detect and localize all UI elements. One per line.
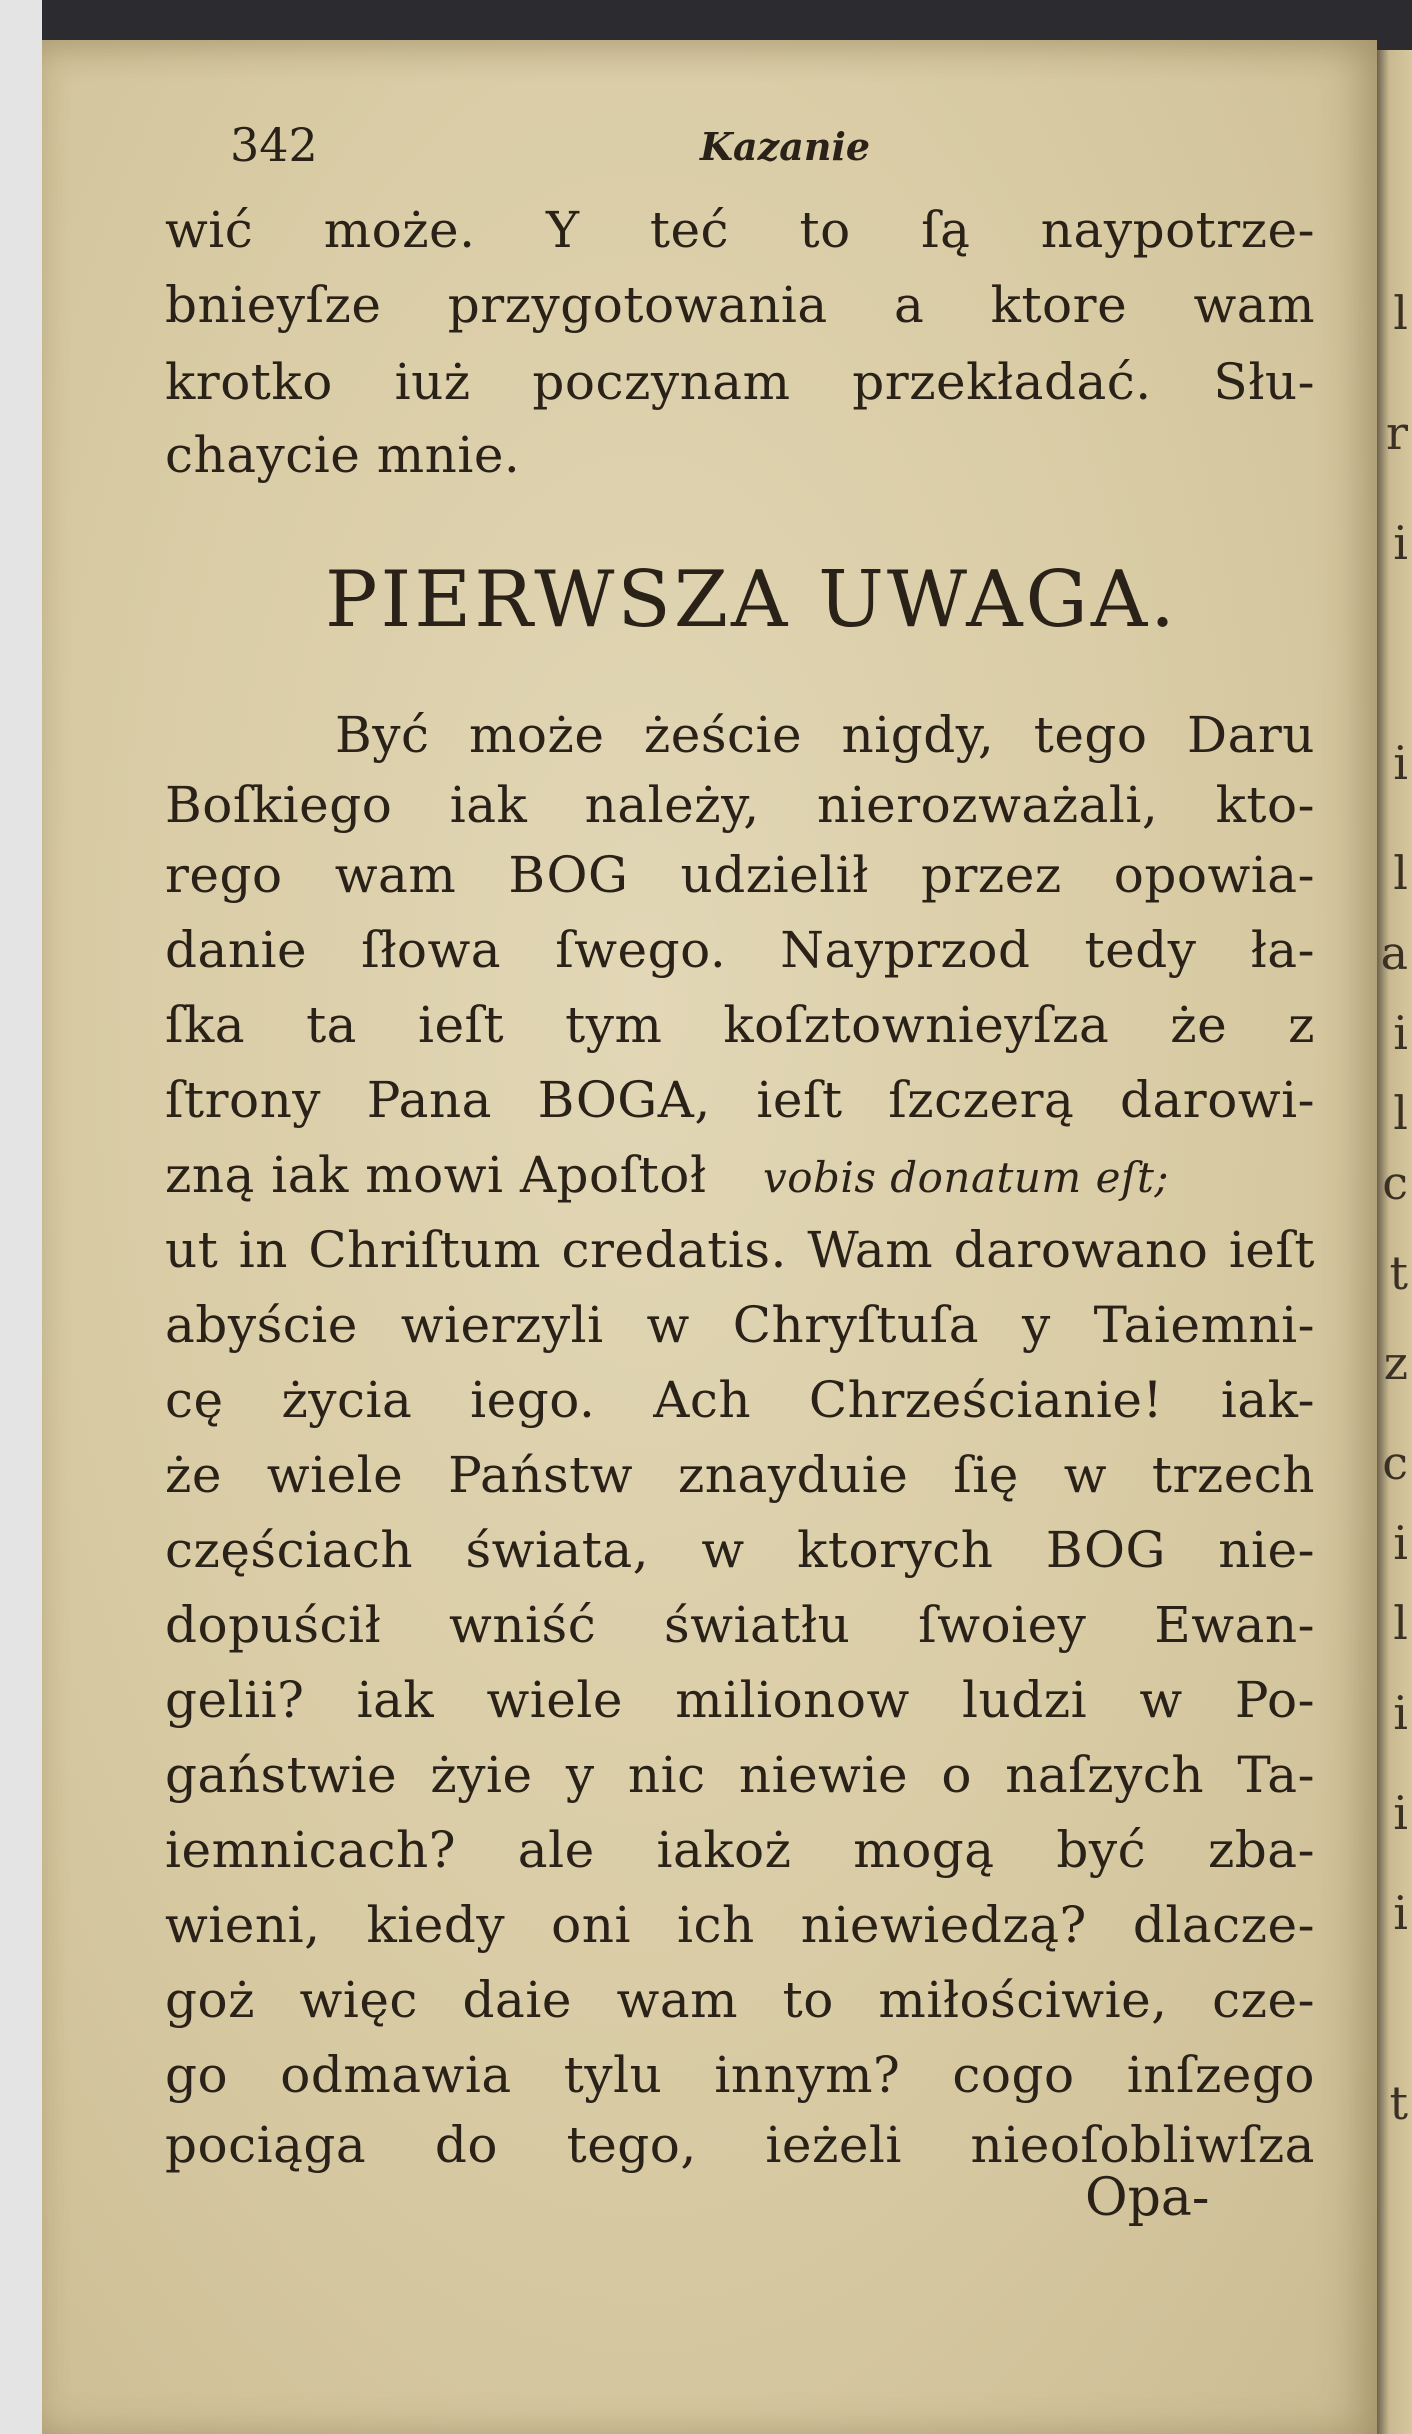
next-page-glyph: a (1380, 926, 1408, 980)
text-line: Być może żeście nigdy, tego Daru (335, 706, 1315, 764)
next-page-glyph: r (1386, 406, 1408, 460)
next-page-glyph: l (1393, 1086, 1408, 1140)
text-line: danie ſłowa ſwego. Nayprzod tedy ła- (165, 921, 1315, 979)
next-page-glyph: l (1393, 1596, 1408, 1650)
next-page-glyph: i (1393, 1786, 1408, 1840)
text-line: gaństwie żyie y nic niewie o naſzych Ta- (165, 1746, 1315, 1804)
text-line: ut in Chriſtum credatis. Wam darowano ieſt (165, 1221, 1315, 1279)
next-page-glyph: i (1393, 736, 1408, 790)
text-line: ſtrony Pana BOGA, ieſt ſzczerą darowi- (165, 1071, 1315, 1129)
scanner-margin (0, 0, 42, 2434)
text-line: gelii? iak wiele milionow ludzi w Po- (165, 1671, 1315, 1729)
next-page-glyph: t (1389, 2076, 1408, 2130)
text-line: iemnicach? ale iakoż mogą być zba- (165, 1821, 1315, 1879)
text-line: abyście wierzyli w Chryſtuſa y Taiemni- (165, 1296, 1315, 1354)
text-line: bnieyſze przygotowania a ktore wam (165, 276, 1315, 334)
next-page-glyph: c (1382, 1436, 1408, 1490)
running-head: Kazanie (700, 124, 871, 169)
text-line: dopuścił wniść światłu ſwoiey Ewan- (165, 1596, 1315, 1654)
next-page-glyph: c (1382, 1156, 1408, 1210)
text-fragment: zną iak mowi Apoſtoł (165, 1146, 707, 1204)
text-line: wić może. Y teć to ſą naypotrze- (165, 201, 1315, 259)
text-line: goż więc daie wam to miłościwie, cze- (165, 1971, 1315, 2029)
text-line: krotko iuż poczynam przekładać. Słu- (165, 353, 1315, 411)
text-line: pociąga do tego, ieżeli nieoſobliwſza (165, 2116, 1315, 2174)
text-line: że wiele Państw znayduie ſię w trzech (165, 1446, 1315, 1504)
next-page-glyph: i (1393, 1006, 1408, 1060)
next-page-glyph: i (1393, 1516, 1408, 1570)
page-header (230, 118, 990, 188)
text-line: chaycie mnie. (165, 426, 521, 484)
next-page-glyph: l (1393, 286, 1408, 340)
text-line: ſka ta ieſt tym koſztownieyſza że z (165, 996, 1315, 1054)
text-line: częściach świata, w ktorych BOG nie- (165, 1521, 1315, 1579)
next-page-glyph: l (1393, 846, 1408, 900)
catchword: Opa- (1085, 2168, 1210, 2228)
next-page-glyph: z (1383, 1336, 1408, 1390)
text-line: wieni, kiedy oni ich niewiedzą? dlacze- (165, 1896, 1315, 1954)
next-page-glyph: i (1393, 1686, 1408, 1740)
next-page-glyph: i (1393, 1886, 1408, 1940)
next-page-glyph: i (1393, 516, 1408, 570)
text-line: rego wam BOG udzielił przez opowia- (165, 846, 1315, 904)
page-number: 342 (230, 118, 318, 172)
latin-quote: vobis donatum eſt; (762, 1153, 1170, 1202)
text-line-with-quote (165, 1145, 1315, 1208)
text-line: cę życia iego. Ach Chrześcianie! iak- (165, 1371, 1315, 1429)
section-heading: PIERWSZA UWAGA. (325, 555, 1178, 645)
next-page-edge (1377, 50, 1412, 2434)
text-line: Boſkiego iak należy, nierozważali, kto- (165, 776, 1315, 834)
next-page-glyph: t (1389, 1246, 1408, 1300)
text-line: go odmawia tylu innym? cogo inſzego (165, 2046, 1315, 2104)
